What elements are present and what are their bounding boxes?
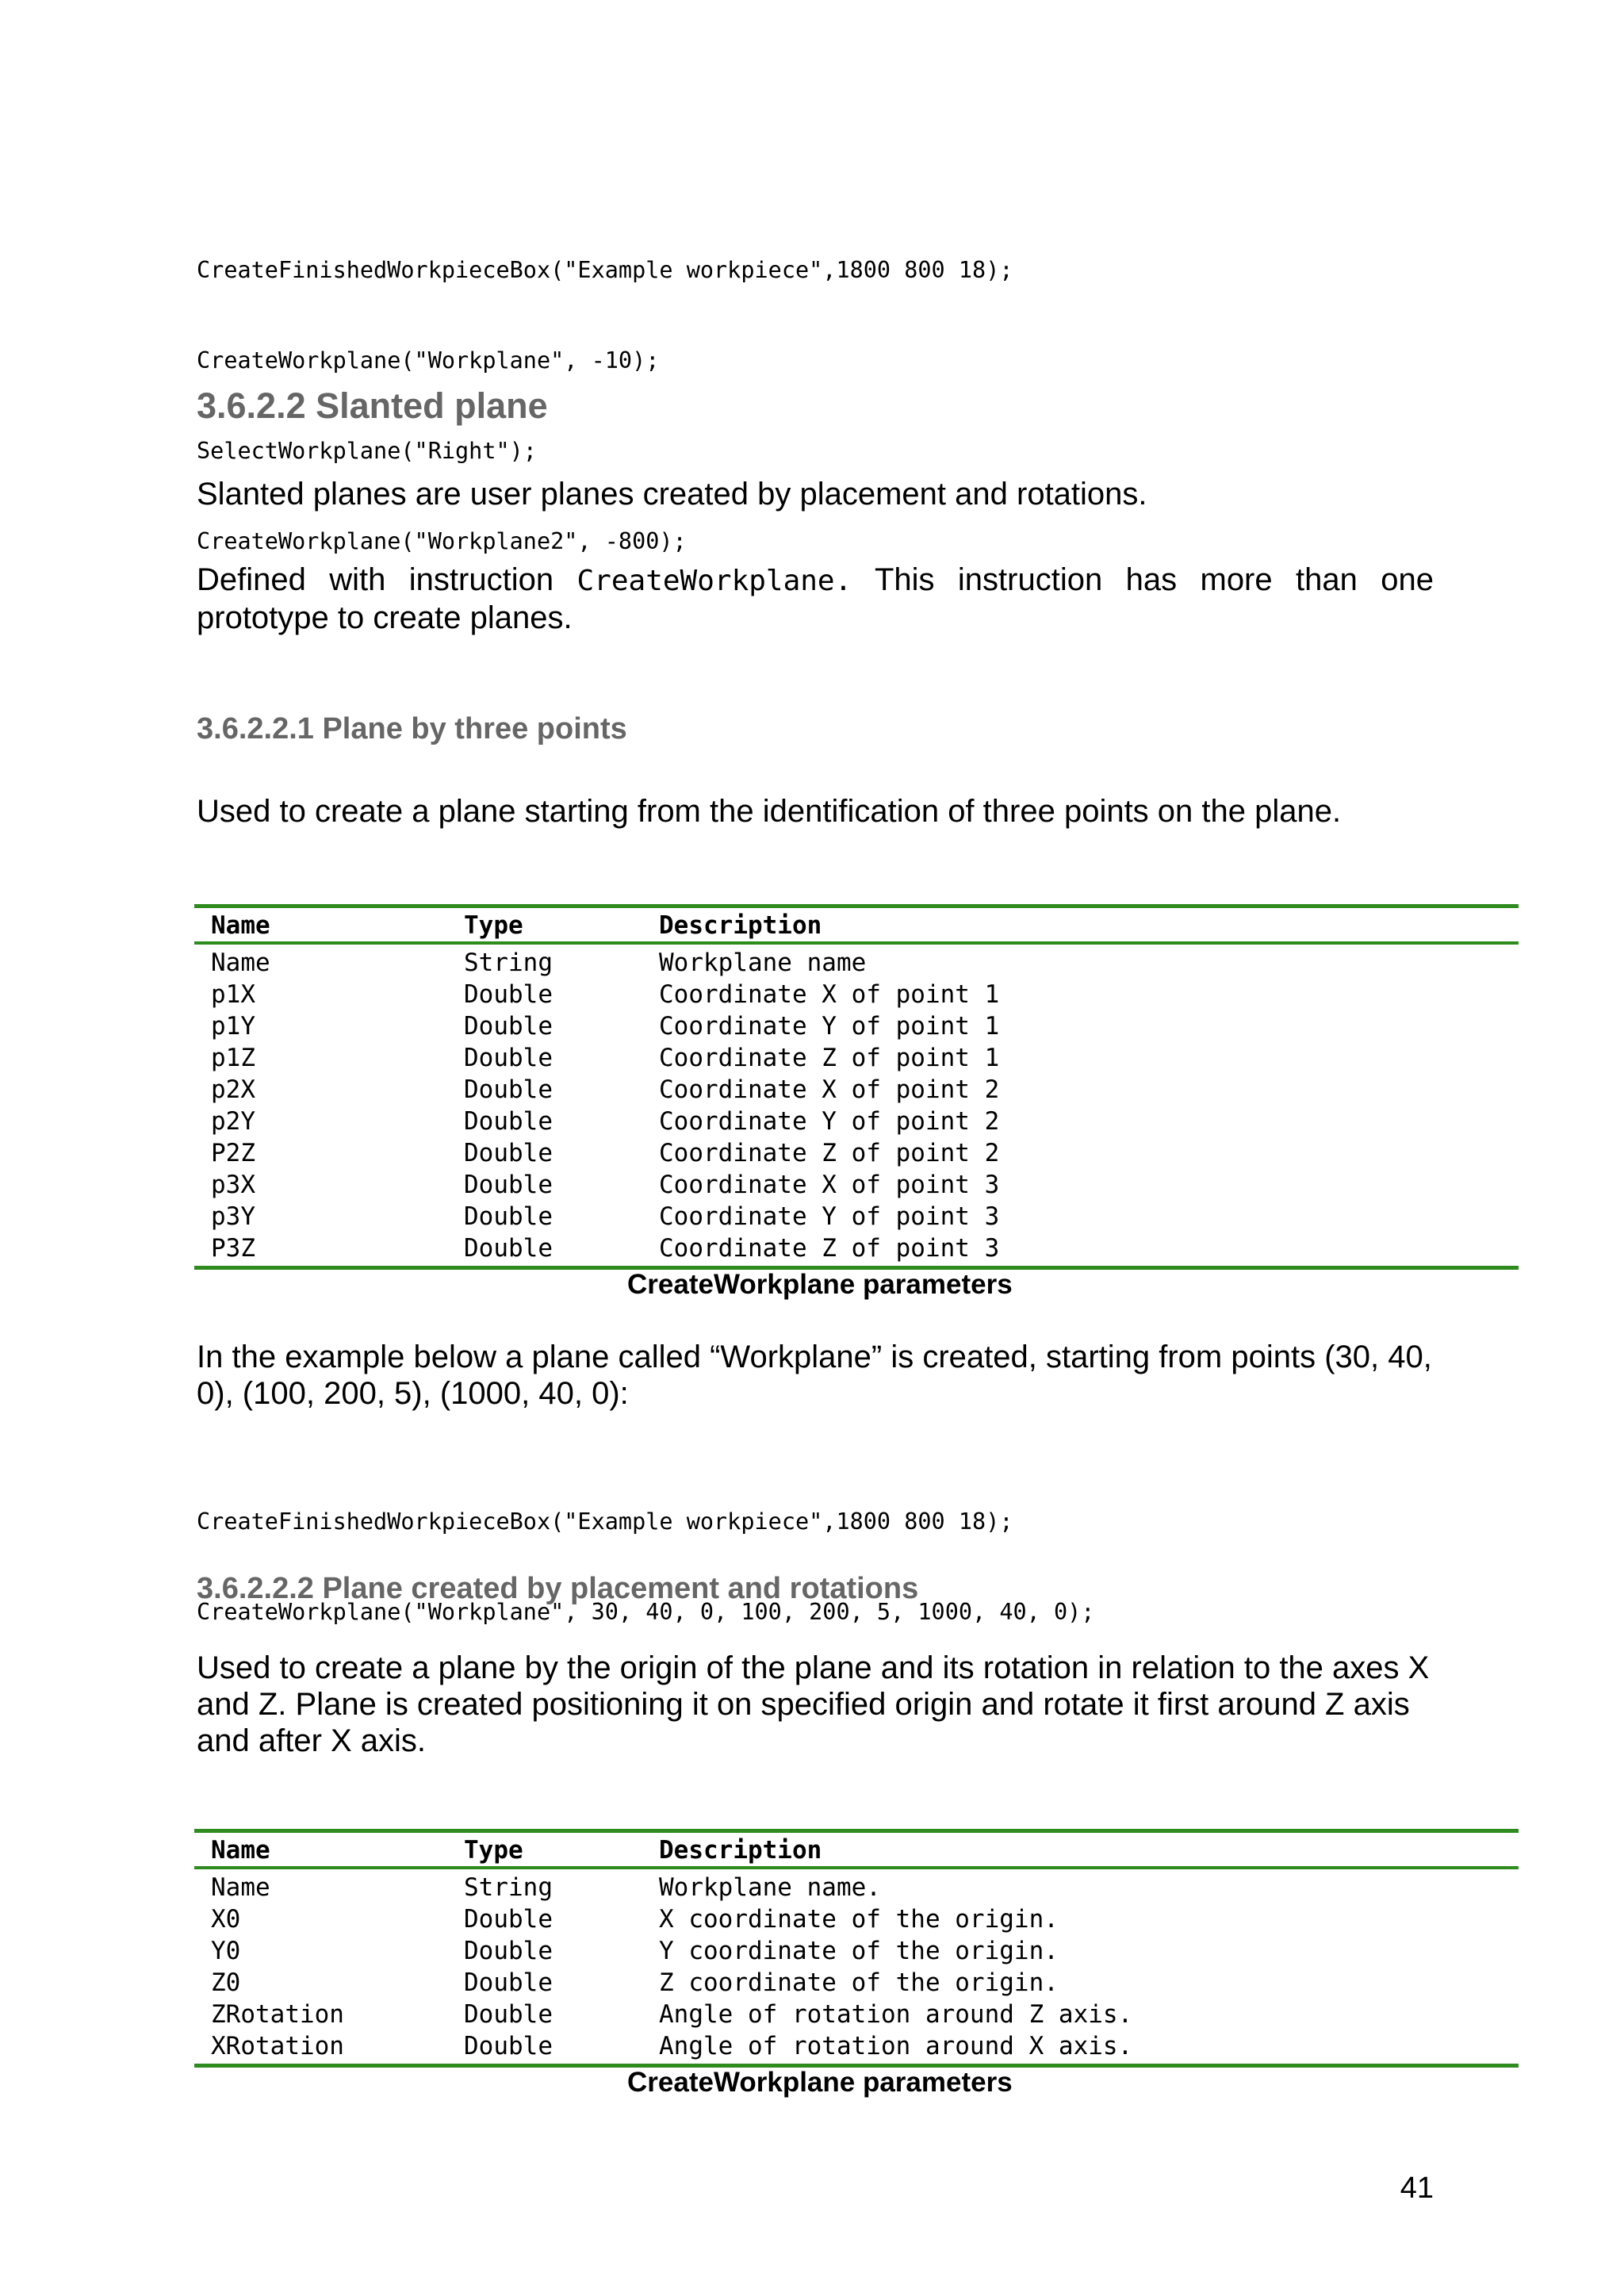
cell-description: Coordinate Y of point 3	[659, 1202, 1000, 1231]
table-row	[194, 2030, 1519, 2062]
code-line: CreateWorkplane("Workplane2", -800);	[197, 528, 687, 554]
cell-name: Z0	[211, 1968, 241, 1997]
table-row	[194, 1169, 1519, 1201]
cell-name: p1X	[211, 980, 255, 1009]
cell-name: Name	[211, 1873, 270, 1902]
defined-paragraph	[197, 562, 1434, 636]
table-row	[194, 1042, 1519, 1074]
cell-type: Double	[464, 1075, 553, 1104]
cell-description: Workplane name.	[659, 1873, 881, 1902]
table-row	[194, 1010, 1519, 1042]
header-type: Type	[464, 911, 523, 940]
table-row	[194, 1106, 1519, 1137]
code-line: SelectWorkplane("Right");	[197, 438, 537, 464]
cell-description: Coordinate Y of point 1	[659, 1012, 1000, 1041]
code-line: CreateFinishedWorkpieceBox("Example workpiece",1800 800 18);	[197, 257, 1013, 283]
cell-description: Coordinate X of point 1	[659, 980, 1000, 1009]
example-paragraph: In the example below a plane called “Workplane” is created, starting from points (30, 40, 0), (100, 200, 5), (1000, 40, 0):	[197, 1340, 1432, 1411]
code-line: CreateFinishedWorkpieceBox("Example workpiece",1800 800 18);	[197, 1508, 1013, 1535]
inline-code: CreateWorkplane.	[576, 565, 852, 597]
table-caption-text: CreateWorkplane parameters	[627, 2067, 1013, 2098]
page-number: 41	[1400, 2171, 1434, 2205]
cell-description: X coordinate of the origin.	[659, 1905, 1059, 1934]
cell-description: Coordinate Z of point 2	[659, 1139, 1000, 1167]
cell-description: Y coordinate of the origin.	[659, 1937, 1059, 1965]
header-description: Description	[659, 1836, 822, 1865]
cell-description: Coordinate Z of point 3	[659, 1234, 1000, 1263]
defined-text-after: This instruction has more than one prototype to create planes.	[197, 562, 1434, 635]
header-name: Name	[211, 1836, 270, 1865]
parameters-table-1	[194, 904, 1519, 1309]
cell-name: X0	[211, 1905, 241, 1934]
cell-name: p2X	[211, 1075, 255, 1104]
table-row	[194, 1903, 1519, 1935]
subsection-heading-2: 3.6.2.2.2 Plane created by placement and rotations	[197, 1572, 919, 1605]
cell-type: Double	[464, 1968, 553, 1997]
cell-description: Coordinate X of point 3	[659, 1171, 1000, 1199]
cell-description: Angle of rotation around X axis.	[659, 2032, 1133, 2060]
table-row	[194, 1201, 1519, 1232]
table-top-rule	[194, 904, 1519, 908]
cell-type: Double	[464, 1107, 553, 1136]
cell-type: Double	[464, 1202, 553, 1231]
code-line: CreateWorkplane("Workplane", -10);	[197, 347, 660, 374]
cell-description: Angle of rotation around Z axis.	[659, 2000, 1133, 2029]
cell-name: p2Y	[211, 1107, 255, 1136]
header-name: Name	[211, 911, 270, 940]
cell-description: Workplane name	[659, 949, 867, 977]
cell-name: p3X	[211, 1171, 255, 1199]
cell-type: Double	[464, 1044, 553, 1072]
cell-name: ZRotation	[211, 2000, 344, 2029]
cell-type: Double	[464, 1234, 553, 1263]
cell-name: XRotation	[211, 2032, 344, 2060]
table-row	[194, 1999, 1519, 2030]
cell-type: Double	[464, 1139, 553, 1167]
table-row	[194, 979, 1519, 1010]
table-header-row	[194, 910, 1519, 941]
cell-name: P3Z	[211, 1234, 255, 1263]
code-line: CreateWorkplane("Workplane", 30, 40, 0, 100, 200, 5, 1000, 40, 0);	[197, 1599, 1095, 1625]
cell-name: P2Z	[211, 1139, 255, 1167]
section-heading: 3.6.2.2 Slanted plane	[197, 385, 548, 426]
subsection-heading-1: 3.6.2.2.1 Plane by three points	[197, 712, 627, 746]
table-row	[194, 1872, 1519, 1903]
cell-type: String	[464, 1873, 553, 1902]
cell-name: p1Y	[211, 1012, 255, 1041]
table-top-rule	[194, 1829, 1519, 1833]
code-block-2	[197, 1447, 1094, 1658]
cell-name: p1Z	[211, 1044, 255, 1072]
table-header-row	[194, 1834, 1519, 1866]
cell-type: Double	[464, 1171, 553, 1199]
cell-type: Double	[464, 980, 553, 1009]
defined-text-before: Defined with instruction	[197, 562, 577, 597]
parameters-table-2	[194, 1829, 1519, 2114]
table-row	[194, 1137, 1519, 1169]
cell-description: Coordinate X of point 2	[659, 1075, 1000, 1104]
cell-type: Double	[464, 1905, 553, 1934]
table-caption-text: CreateWorkplane parameters	[627, 1269, 1013, 1300]
cell-type: Double	[464, 2032, 553, 2060]
subsection-1-paragraph: Used to create a plane starting from the identification of three points on the plane.	[197, 794, 1342, 829]
cell-type: Double	[464, 1012, 553, 1041]
intro-paragraph: Slanted planes are user planes created by placement and rotations.	[197, 477, 1147, 512]
table-row	[194, 1232, 1519, 1264]
cell-type: Double	[464, 1937, 553, 1965]
table-header-rule	[194, 941, 1519, 945]
table-header-rule	[194, 1866, 1519, 1869]
cell-description: Coordinate Z of point 1	[659, 1044, 1000, 1072]
cell-name: p3Y	[211, 1202, 255, 1231]
cell-description: Coordinate Y of point 2	[659, 1107, 1000, 1136]
table-row	[194, 1967, 1519, 1999]
table-row	[194, 947, 1519, 979]
cell-type: Double	[464, 2000, 553, 2029]
header-description: Description	[659, 911, 822, 940]
cell-type: String	[464, 949, 553, 977]
table-row	[194, 1935, 1519, 1967]
cell-name: Y0	[211, 1937, 241, 1965]
subsection-2-paragraph: Used to create a plane by the origin of the plane and its rotation in relation to the axes X and Z. Plane is created positioning it on specified origin and rotate it first around Z axis and after X axis.	[197, 1650, 1430, 1758]
header-type: Type	[464, 1836, 523, 1865]
cell-name: Name	[211, 949, 270, 977]
cell-description: Z coordinate of the origin.	[659, 1968, 1059, 1997]
table-row	[194, 1074, 1519, 1106]
